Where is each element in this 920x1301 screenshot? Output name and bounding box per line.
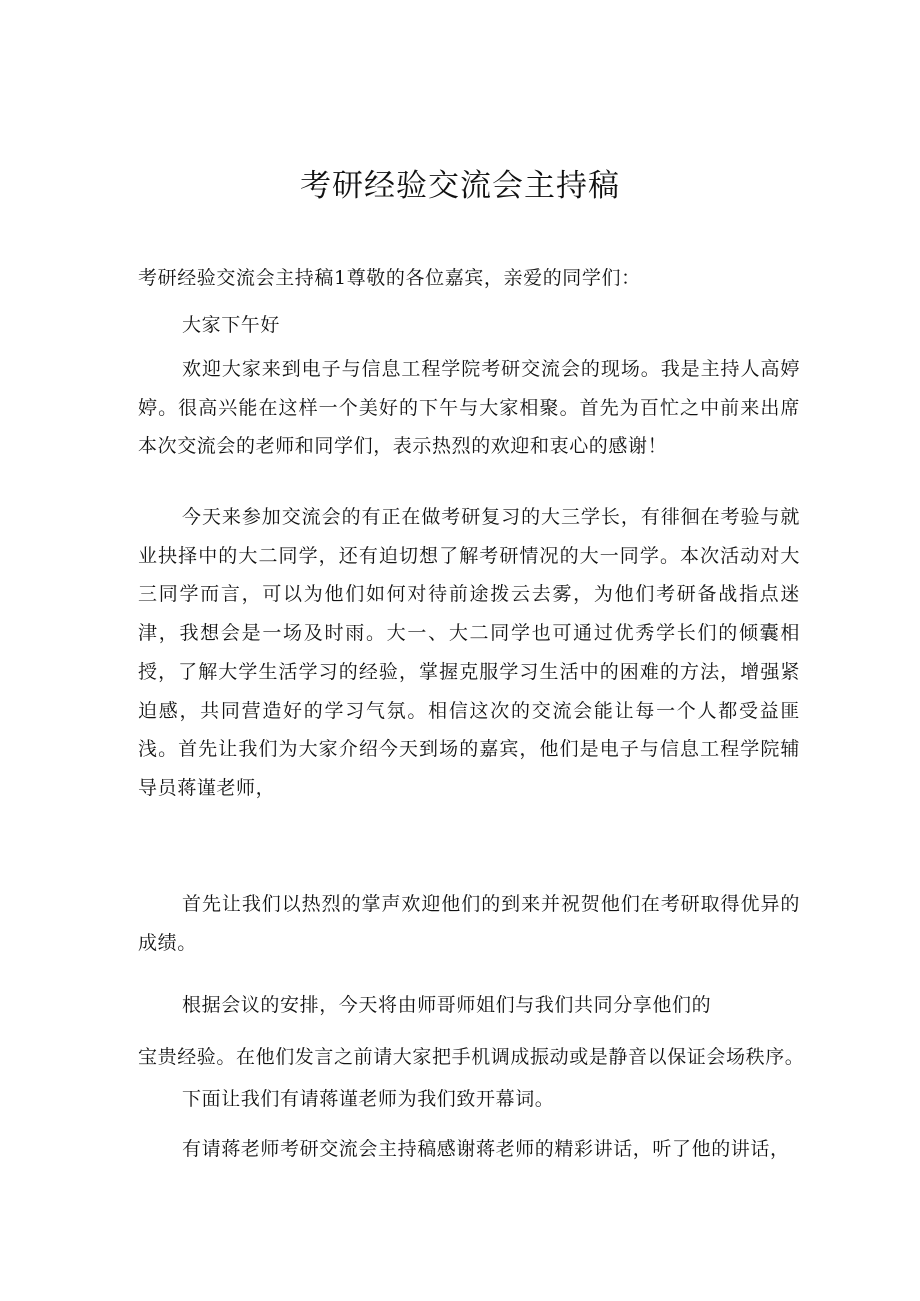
greeting-line: 大家下午好 — [182, 314, 281, 336]
opening-line: 考研经验交流会主持稿1尊敬的各位嘉宾，亲爱的同学们： — [138, 267, 641, 289]
opening-speech-line: 下面让我们有请蒋谨老师为我们致开幕词。 — [182, 1088, 555, 1110]
thanks-line: 有请蒋老师考研交流会主持稿感谢蒋老师的精彩讲话，听了他的讲话， — [182, 1138, 790, 1160]
welcome-paragraph: 欢迎大家来到电子与信息工程学院考研交流会的现场。我是主持人高婷婷。很高兴能在这样一个美好的下午与大家相聚。首先为百忙之中前来出席本次交流会的老师和同学们，表示热烈的欢迎和衷心的感谢！ — [138, 358, 800, 458]
participants-paragraph: 今天来参加交流会的有正在做考研复习的大三学长，有徘徊在考验与就业抉择中的大二同学，还有迫切想了解考研情况的大一同学。本次活动对大三同学而言，可以为他们如何对待前途拨云去雾，为他们考研备战指点迷津，我想会是一场及时雨。大一、大二同学也可通过优秀学长们的倾囊相授，了解大学生活学习的经验，掌握克服学习生活中的困难的方法，增强紧迫感，共同营造好的学习气氛。相信这次的交流会能让每一个人都受益匪浅。首先让我们为大家介绍今天到场的嘉宾，他们是电子与信息工程学院辅导员蒋谨老师， — [138, 506, 800, 799]
document-title: 考研经验交流会主持稿 — [300, 168, 620, 204]
applause-paragraph: 首先让我们以热烈的掌声欢迎他们的到来并祝贺他们在考研取得优异的成绩。 — [138, 893, 800, 954]
phone-notice-line: 宝贵经验。在他们发言之前请大家把手机调成振动或是静音以保证会场秩序。 — [138, 1046, 805, 1068]
arrangement-line: 根据会议的安排，今天将由师哥师姐们与我们共同分享他们的 — [182, 994, 712, 1016]
